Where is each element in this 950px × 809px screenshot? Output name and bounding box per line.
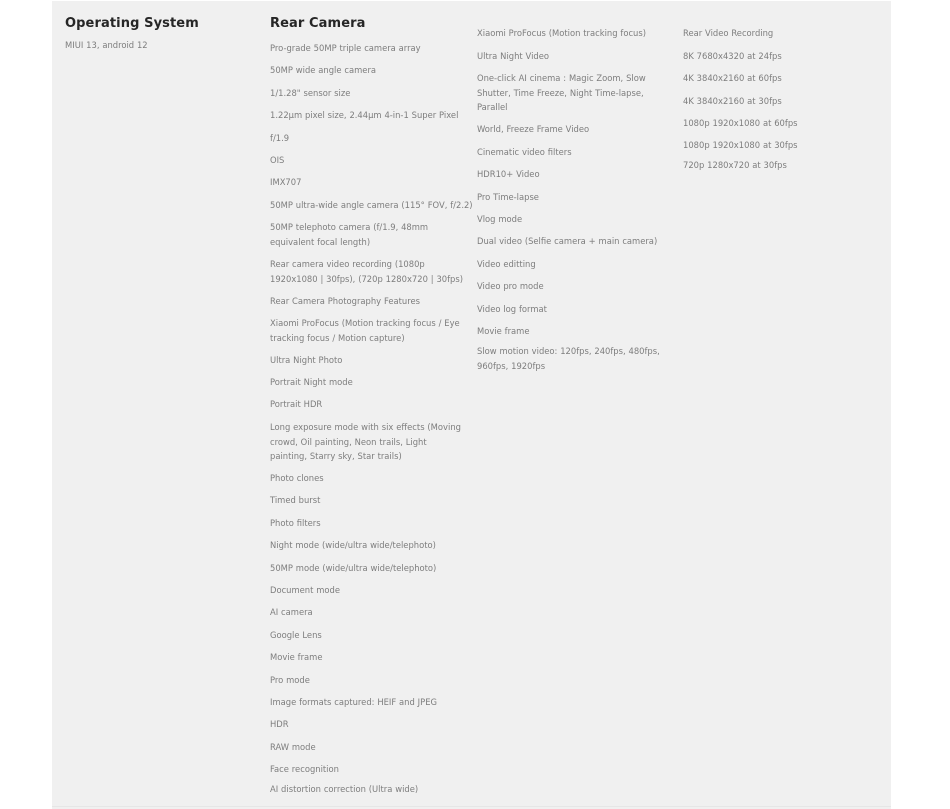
spec-item: Pro Time-lapse [477,192,539,202]
spec-item: HDR10+ Video [477,169,540,179]
specs-panel [52,1,891,809]
spec-item: Rear camera video recording (1080p 1920x1080 | 30fps), (720p 1280x720 | 30fps) [270,259,463,284]
spec-item: Image formats captured: HEIF and JPEG [270,697,437,707]
spec-item: f/1.9 [270,133,290,143]
spec-item: 720p 1280x720 at 30fps [683,160,787,170]
spec-item: One-click AI cinema : Magic Zoom, Slow Shutter, Time Freeze, Night Time-lapse, Parallel [477,73,646,112]
spec-item: Timed burst [270,495,321,505]
spec-item: Slow motion video: 120fps, 240fps, 480fps, 960fps, 1920fps [477,346,660,371]
spec-item: AI distortion correction (Ultra wide) [270,784,419,794]
spec-item: 8K 7680x4320 at 24fps [683,51,782,61]
spec-item: Cinematic video filters [477,147,572,157]
spec-item: Ultra Night Video [477,51,550,61]
spec-item: Movie frame [477,326,530,336]
spec-item: Pro mode [270,675,310,685]
spec-item: Portrait Night mode [270,377,353,387]
spec-item: 1080p 1920x1080 at 60fps [683,118,798,128]
spec-item: Video editting [477,259,536,269]
spec-item: Rear Camera Photography Features [270,296,420,306]
spec-item: Movie frame [270,652,323,662]
spec-item: Portrait HDR [270,399,323,409]
spec-item: 1/1.28" sensor size [270,88,351,98]
spec-item: IMX707 [270,177,302,187]
spec-item: HDR [270,719,289,729]
spec-item: Google Lens [270,630,322,640]
spec-item: Photo clones [270,473,324,483]
spec-item: 50MP wide angle camera [270,65,377,75]
spec-item: 50MP mode (wide/ultra wide/telephoto) [270,563,437,573]
spec-item: Video pro mode [477,281,544,291]
spec-item: Document mode [270,585,341,595]
rear-camera-heading: Rear Camera [270,16,366,31]
spec-item: 50MP telephoto camera (f/1.9, 48mm equivalent focal length) [270,222,429,247]
spec-item: OIS [270,155,285,165]
spec-item: RAW mode [270,742,316,752]
spec-item: 4K 3840x2160 at 60fps [683,73,782,83]
os-heading: Operating System [65,16,199,31]
spec-item: Dual video (Selfie camera + main camera) [477,236,658,246]
os-value: MIUI 13, android 12 [65,40,148,50]
spec-item: Rear Video Recording [683,28,774,38]
spec-item: 4K 3840x2160 at 30fps [683,96,782,106]
spec-item: Long exposure mode with six effects (Moving crowd, Oil painting, Neon trails, Light painting, Starry sky, Star trails) [270,422,461,461]
spec-item: Ultra Night Photo [270,355,343,365]
spec-item: AI camera [270,607,313,617]
spec-item: Face recognition [270,764,339,774]
spec-item: Pro-grade 50MP triple camera array [270,43,421,53]
bottom-divider [52,806,891,807]
spec-item: World, Freeze Frame Video [477,124,590,134]
spec-item: Vlog mode [477,214,523,224]
spec-item: 1.22μm pixel size, 2.44μm 4-in-1 Super Pixel [270,110,459,120]
spec-item: Night mode (wide/ultra wide/telephoto) [270,540,436,550]
spec-item: 1080p 1920x1080 at 30fps [683,140,798,150]
spec-item: 50MP ultra-wide angle camera (115° FOV, f/2.2) [270,200,473,210]
spec-item: Video log format [477,304,547,314]
spec-item: Photo filters [270,518,321,528]
spec-item: Xiaomi ProFocus (Motion tracking focus) [477,28,646,38]
spec-item: Xiaomi ProFocus (Motion tracking focus / Eye tracking focus / Motion capture) [270,318,460,343]
